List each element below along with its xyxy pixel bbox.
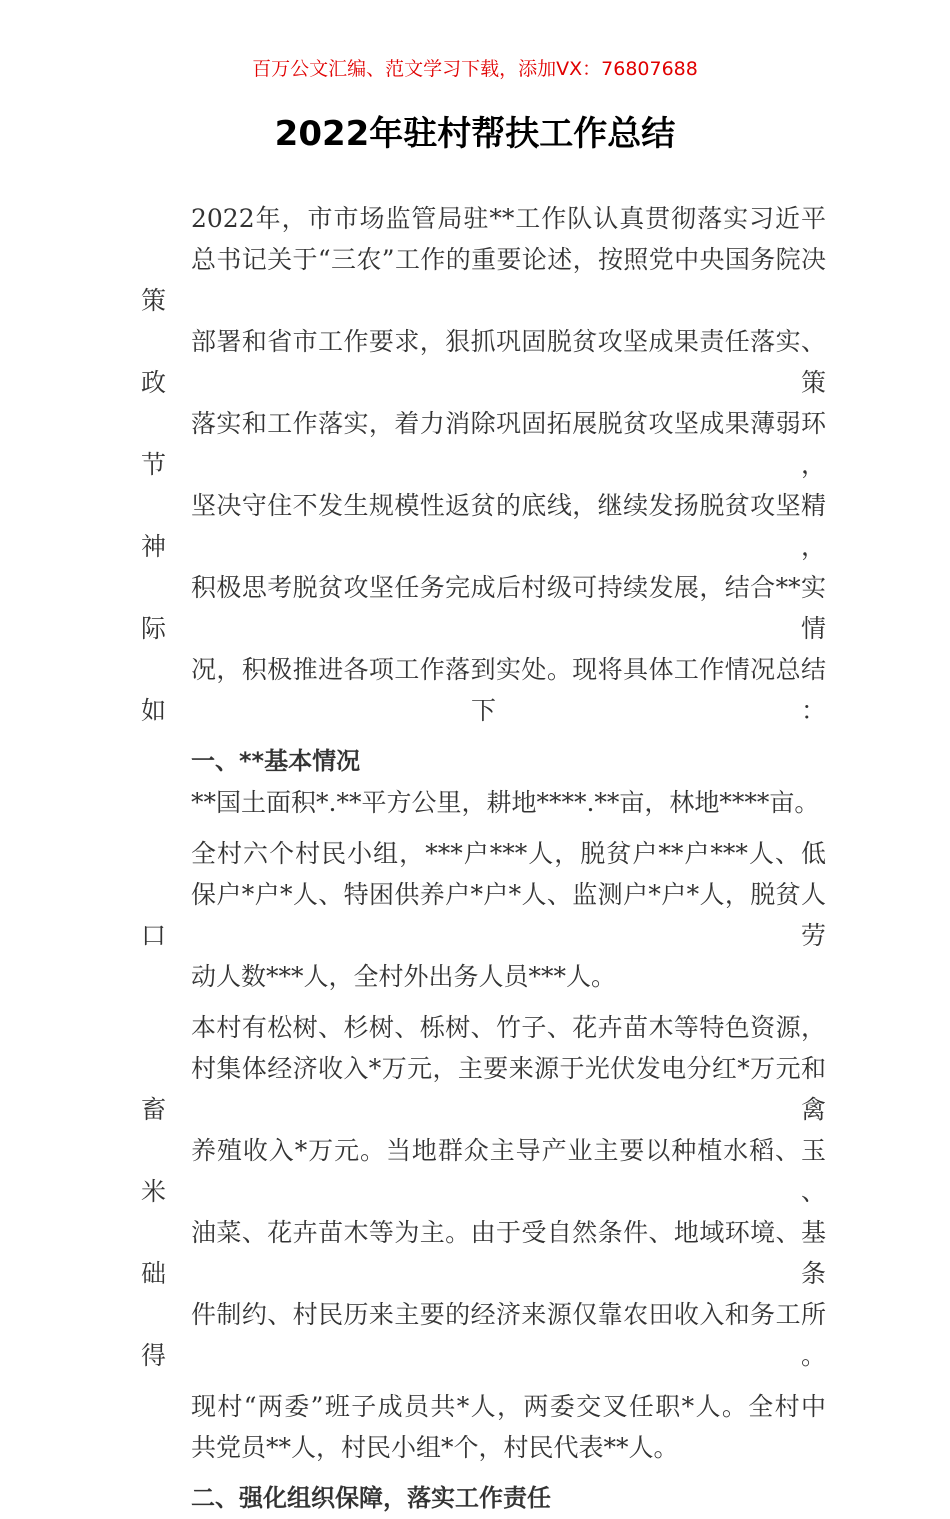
section-heading-basic-info: 一、**基本情况 [191,747,361,775]
text-line: **国土面积*.**平方公里，耕地****.**亩，林地****亩。 [191,788,820,817]
text-line: 保户*户*人、特困供养户*户*人、监测户*户*人，脱贫人口劳 [141,880,826,950]
text-line: 总书记关于“三农”工作的重要论述，按照党中央国务院决策 [141,245,826,315]
text-line: 油菜、花卉苗木等为主。由于受自然条件、地域环境、基础条 [141,1218,826,1288]
text-line: 本村有松树、杉树、栎树、竹子、花卉苗木等特色资源， [191,1013,826,1042]
resources-paragraph [141,1007,826,1376]
text-line: 部署和省市工作要求，狠抓巩固脱贫攻坚成果责任落实、政策 [141,327,826,397]
text-line: 养殖收入*万元。当地群众主导产业主要以种植水稻、玉米、 [141,1136,826,1206]
text-line: 况，积极推进各项工作落到实处。现将具体工作情况总结如下： [141,655,826,725]
text-line: 村集体经济收入*万元，主要来源于光伏发电分红*万元和畜禽 [141,1054,826,1124]
text-line: 件制约、村民历来主要的经济来源仅靠农田收入和务工所得。 [141,1300,826,1370]
text-line: 2022年，市市场监管局驻**工作队认真贯彻落实习近平 [191,204,826,233]
text-line: 动人数***人，全村外出务人员***人。 [191,962,617,991]
land-area-paragraph [141,782,826,823]
text-line: 现村“两委”班子成员共*人，两委交叉任职*人。全村中 [191,1392,826,1421]
text-line: 共党员**人，村民小组*个，村民代表**人。 [191,1433,679,1462]
download-notice: 百万公文汇编、范文学习下载，添加VX：76807688 [252,58,698,80]
text-line: 积极思考脱贫攻坚任务完成后村级可持续发展，结合**实际情 [141,573,826,643]
document-title: 2022年驻村帮扶工作总结 [274,114,676,154]
intro-paragraph [141,198,826,731]
text-line: 坚决守住不发生规模性返贫的底线，继续发扬脱贫攻坚精神， [141,491,826,561]
text-line: 落实和工作落实，着力消除巩固拓展脱贫攻坚成果薄弱环节， [141,409,826,479]
population-paragraph [141,833,826,997]
section-heading-organization: 二、强化组织保障，落实工作责任 [191,1484,551,1512]
text-line: 全村六个村民小组，***户***人，脱贫户**户***人、低 [191,839,826,868]
document-body [141,198,826,1519]
committee-paragraph [141,1386,826,1468]
